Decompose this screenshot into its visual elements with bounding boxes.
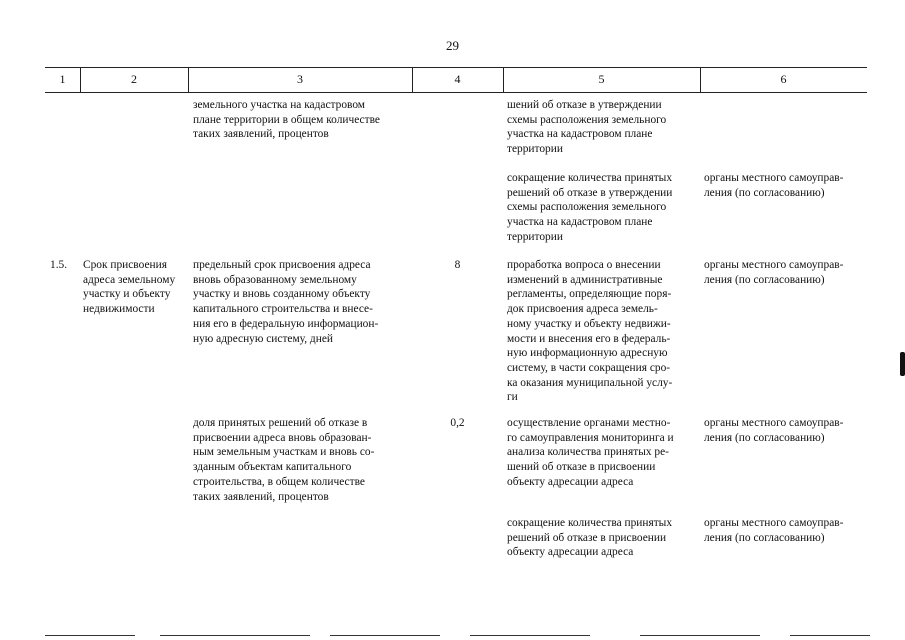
item-title-cell: Срок присвоения адреса земельному участку и объекту недвижимости xyxy=(83,259,176,316)
table-header-top-border xyxy=(45,67,867,68)
indicator-cell: доля принятых решений об отказе в присвоении адреса вновь образован- ным земельным участкам и вновь со- зданным объектам капитального строительства, в общем количестве таких заявлений, процентов xyxy=(193,417,375,503)
column-header: 5 xyxy=(598,72,605,86)
table-header-bottom-border xyxy=(45,92,867,93)
measure-cell: сокращение количества принятых решений об отказе в присвоении объекту адресации адреса xyxy=(507,517,673,559)
indicator-cell: земельного участка на кадастровом плане территории в общем количестве таких заявлений, процентов xyxy=(193,99,380,141)
column-header: 3 xyxy=(297,72,303,86)
measure-cell: проработка вопроса о внесении изменений в административные регламенты, определяющие поря- док присвоения адреса земель- ному участку и объекту недвижи- мости и внесения его в федераль- ную информационную адресную систему, в части сокращения сро- ка оказания муниципальной услу- ги xyxy=(507,259,673,404)
item-number: 1.5. xyxy=(50,259,68,271)
scan-bottom-line xyxy=(330,635,440,636)
responsible-cell: органы местного самоуправ- ления (по согласованию) xyxy=(704,259,844,286)
scan-bottom-line xyxy=(640,635,760,636)
responsible-cell: органы местного самоуправ- ления (по согласованию) xyxy=(704,172,844,199)
scan-bottom-line xyxy=(160,635,310,636)
column-header: 1 xyxy=(59,72,66,86)
target-value-cell: 0,2 xyxy=(450,417,465,429)
scan-bottom-line xyxy=(45,635,135,636)
column-header: 6 xyxy=(780,72,787,86)
responsible-cell: органы местного самоуправ- ления (по согласованию) xyxy=(704,417,844,444)
column-header: 4 xyxy=(454,72,461,86)
column-header: 2 xyxy=(131,72,137,86)
scan-edge-mark xyxy=(900,352,905,376)
scan-bottom-line xyxy=(790,635,870,636)
measure-cell: осуществление органами местно- го самоуправления мониторинга и анализа количества принятых ре- шений об отказе в присвоении объекту адресации адреса xyxy=(507,417,674,488)
indicator-cell: предельный срок присвоения адреса вновь образованному земельному участку и вновь созданному объекту капитального строительства и внесе- ния его в федеральную информацион- ную адресную систему, дней xyxy=(193,259,379,345)
responsible-cell: органы местного самоуправ- ления (по согласованию) xyxy=(704,517,844,544)
target-value-cell: 8 xyxy=(454,259,461,271)
page-number: 29 xyxy=(446,38,459,53)
measure-cell: сокращение количества принятых решений об отказе в утверждении схемы расположения земельного участка на кадастровом плане территории xyxy=(507,172,673,243)
measure-cell: шений об отказе в утверждении схемы расположения земельного участка на кадастровом плане территории xyxy=(507,99,667,156)
scan-bottom-line xyxy=(470,635,590,636)
